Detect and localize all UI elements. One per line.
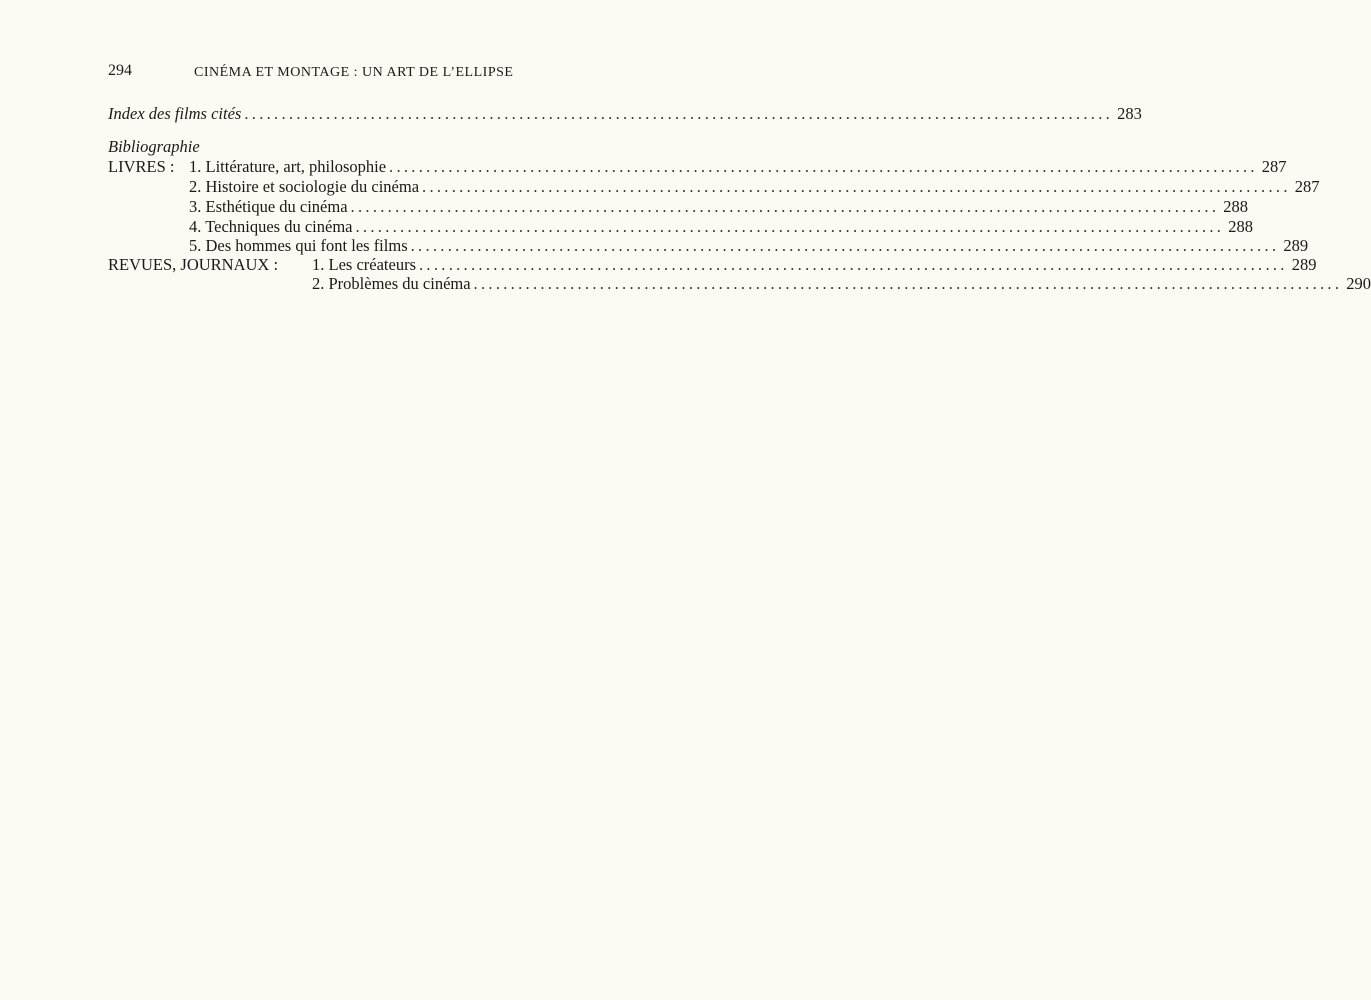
toc-entry-page: 288 <box>1223 197 1249 216</box>
toc-entry-label: 4. Techniques du cinéma <box>189 217 353 236</box>
toc-entry-page: 283 <box>1117 104 1142 123</box>
dot-leader: ..................................................................................................................... <box>355 217 1225 236</box>
toc-entry-label: Index des films cités <box>108 104 242 123</box>
dot-leader: ..................................................................................................................... <box>419 255 1288 274</box>
dot-leader: ..................................................................................................................... <box>350 197 1220 216</box>
toc-entry-livres-5 <box>189 236 1309 256</box>
toc-entry-revues-1 <box>312 255 1317 275</box>
toc-entry-page: 290 <box>1346 274 1371 293</box>
toc-entry-label: 2. Histoire et sociologie du cinéma <box>189 177 420 196</box>
toc-entry-livres-1 <box>189 157 1287 177</box>
toc-entry-label: 1. Les créateurs <box>312 255 416 274</box>
revues-label: REVUES, JOURNAUX : <box>108 255 279 274</box>
toc-entry-page: 289 <box>1283 236 1309 255</box>
toc-entry-label: 5. Des hommes qui font les films <box>189 236 408 255</box>
toc-entry-livres-4 <box>189 217 1253 237</box>
toc-entry-page: 287 <box>1294 177 1320 196</box>
dot-leader: ..................................................................................................................... <box>244 104 1114 123</box>
livres-label: LIVRES : <box>108 157 175 176</box>
toc-entry-livres-3 <box>189 197 1249 217</box>
toc-entry-page: 287 <box>1261 157 1287 176</box>
dot-leader: ..................................................................................................................... <box>389 157 1258 176</box>
toc-entry-label: 3. Esthétique du cinéma <box>189 197 348 216</box>
dot-leader: ..................................................................................................................... <box>473 274 1343 293</box>
toc-entry-page: 289 <box>1291 255 1317 274</box>
dot-leader: ..................................................................................................................... <box>422 177 1291 196</box>
toc-entry-revues-2 <box>312 274 1371 294</box>
toc-entry-livres-2 <box>189 177 1320 197</box>
toc-entry-label: 2. Problèmes du cinéma <box>312 274 471 293</box>
dot-leader: ..................................................................................................................... <box>410 236 1280 255</box>
page-number: 294 <box>108 62 132 79</box>
toc-entry-index <box>108 104 1142 124</box>
running-title: CINÉMA ET MONTAGE : UN ART DE L’ELLIPSE <box>194 65 514 80</box>
page-header <box>108 62 612 84</box>
toc-entry-page: 288 <box>1228 217 1253 236</box>
bibliography-heading: Bibliographie <box>108 137 200 156</box>
toc-entry-label: 1. Littérature, art, philosophie <box>189 157 387 176</box>
